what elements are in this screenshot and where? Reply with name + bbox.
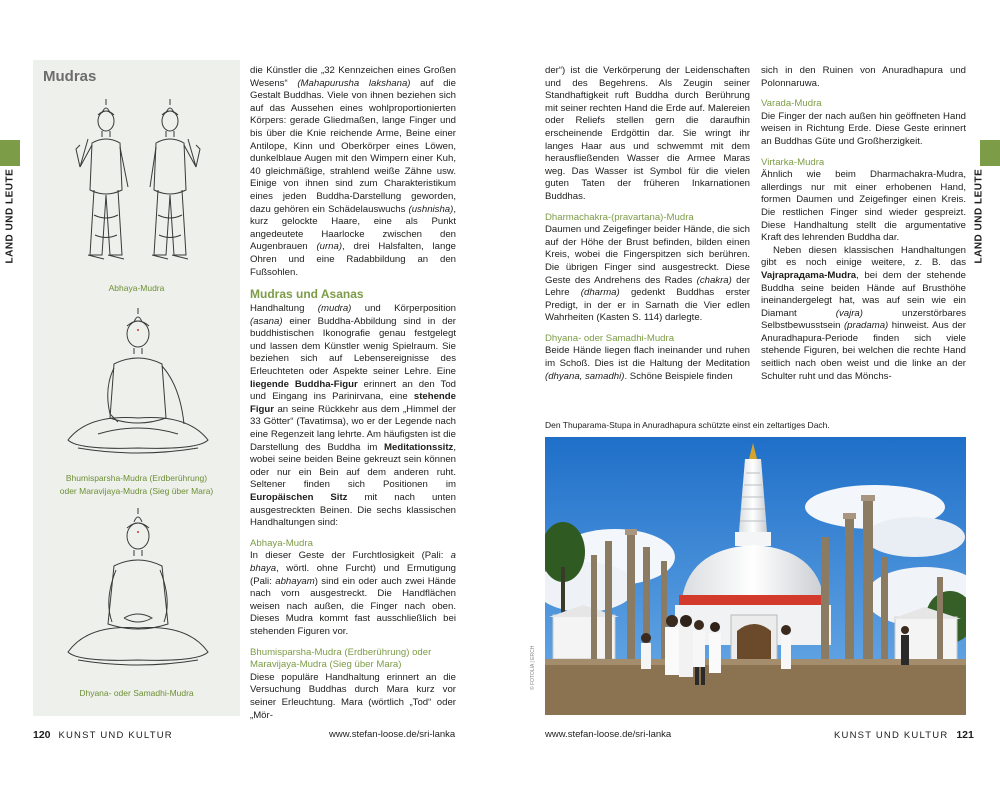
footer-section-left: KUNST UND KULTUR: [58, 730, 173, 741]
abhaya-mudra-illustration: [58, 95, 218, 285]
subheading-abhaya: Abhaya-Mudra: [250, 537, 313, 549]
text-column-3: sich in den Ruinen von Anuradhapura und Polonnaruwa. Varada-Mudra Die Finger der nach außen hin geöffneten Hand weisen in Richtung Erde. Diese Geste erinnert an Buddhas Güte und Großherzigkeit. Virtarka-Mudra Ähnlich wie beim Dharmachakra-Mudra, allerdings nur mit einer erhobenen Hand, formen Daumen und Zeigefinger einen Kreis. Die restlichen Finger sind wieder gespreizt. Diese Handhaltung stellt die argumentative Kraft des lehrenden Buddha dar. Neben diesen klassischen Handhaltungen gibt es noch einige weitere, z. B. das Vajraprадama-Mudra, bei dem der stehende Buddha seine beiden Hände auf Brusthöhe ineinandergelegt hat, was auf sein wie ein Diamant (vajra) unzerstörbares Selbstbewusstsein (pradama) hinweist. Aus der Anuradhapura-Periode finden sich viele stehende Figuren, bei welchen die rechte Hand seitlich nach oben weist und die linke an der Schulter ruht und das Mönchs-: [761, 65, 967, 382]
section-side-label: LAND UND LEUTE: [973, 168, 985, 264]
subheading-dhyana: Dhyana- oder Samadhi-Mudra: [545, 332, 675, 344]
section-tab-marker: [0, 140, 20, 166]
subheading-dharmachakra: Dharmachakra-(pravartana)-Mudra: [545, 211, 694, 223]
photo-credit: © FOTOLIA | ERCH: [530, 645, 536, 690]
footer-right: [834, 729, 974, 741]
section-side-label: LAND UND LEUTE: [4, 168, 16, 264]
footer-section-right: KUNST UND KULTUR: [834, 730, 949, 741]
footer-url-left[interactable]: www.stefan-loose.de/sri-lanka: [329, 729, 456, 740]
bhumisparsha-mudra-illustration: [58, 308, 218, 468]
text-column-2: der“) ist die Verkörperung der Leidenschaften und des Begehrens. Als Zeugin seiner Standhaftigkeit ruft Buddha durch Berührung mit seiner rechten Hand die Erde auf. Malereien oder Reliefs stellen gern die daraufhin erscheinende Erdgöttin dar. Sie wringt ihr langes Haar aus und schwemmt mit dem herausfließenden Wasser die Armee Maras weg. Das Wasser ist Symbol für die vielen guten Taten der früheren Inkarnationen Buddhas. Dharmachakra-(pravartana)-Mudra Daumen und Zeigefinger beider Hände, die sich auf der Höhe der Brust befinden, bilden einen Kreis, wobei die Fingerspitzen sich berühren. Die übrigen Finger sind ausgestreckt. Diese Geste des Andrehens des Rades (chakra) der Lehre (dharma) gedenkt Buddhas erster Predigt, in der er in Sarnath die Vier edlen Wahrheiten (Kasten S. 114) darlegte. Dhyana- oder Samadhi-Mudra Beide Hände liegen flach ineinander und ruhen im Schoß. Dies ist die Haltung der Meditation (dhyana, samadhi). Schöne Beispiele finden: [545, 65, 750, 382]
caption-bhumisparsha-line2: oder Maravijaya-Mudra (Sieg über Mara): [59, 486, 214, 496]
section-tab-marker: [980, 140, 1000, 166]
text-column-1: die Künstler die „32 Kennzeichen eines Großen Wesens“ (Mahapurusha lakshana) auf die Gestalt Buddhas. Viele von ihnen beziehen sich auf das Aussehen eines wohlproportionierten Körpers: gerade Gliedmaßen, lange Finger und bis über die Knie reichende Arme, Beine einer Antilope, Kinn und Oberkörper eines Löwen, dunkelblaue Augen mit den Wimpern einer Kuh, 40 gleichmäßige, strahlend weiße Zähne usw. Einige von ihnen sind zum Charakteristikum eines jeden Buddha-Darstellung geworden, dazu gehören ein Schädelauswuchs (ushnisha), kurz gelockte Haare, eine als Punkt angedeutete Haarlocke zwischen den Augenbrauen (urna), drei Halsfalten, lange Ohren und eine Radabbildung an den Fußsohlen. Mudras und Asanas Handhaltung (mudra) und Körperposition (asana) einer Buddha-Abbildung sind in der buddhistischen Ikonografie genau festgelegt und lassen dem Künstler wenig Spielraum. Sie beziehen sich auf Lebensereignisse des Erleuchteten oder Aspekte seiner Lehre. Eine liegende Buddha-Figur erinnert an den Tod und Eingang ins Parinirvana, eine stehende Figur an seine Rückkehr aus dem „Himmel der 33 Götter“ (Tavatimsa), wo er der Legende nach eine Regenzeit lang lehrte. Am häufigsten ist die Darstellung des Buddha im Meditationssitz, wobei seine beiden Beine gekreuzt sein können oder nur ein Bein auf dem anderen ruht. Seltener finden sich Positionen im Europäischen Sitz mit nach unten ausgestreckten Beinen. Die sechs klassischen Handhaltungen sind: Abhaya-Mudra In dieser Geste der Furchtlosigkeit (Pali: a bhaya, wörtl. ohne Furcht) und Ermutigung (Pali: abhayam) sind ein oder auch zwei Hände nach vorn ausgestreckt. Die Handflächen weisen nach außen, die Finger nach oben. Dieses Mudra kommt fast ausschließlich bei stehenden Figuren vor. Bhumisparsha-Mudra (Erdberührung) oder Maravijaya-Mudra (Sieg über Mara) Diese populäre Handhaltung erinnert an die Versuchung Buddhas durch Mara kurz vor seiner Erleuchtung. Mara (wörtlich „Tod“ oder „Mör-: [250, 65, 457, 721]
thuparama-stupa-photo: [545, 437, 966, 715]
box-title: Mudras: [43, 68, 97, 85]
subheading-bhumisparsha: Bhumisparsha-Mudra (Erdberührung) oder Maravijaya-Mudra (Sieg über Mara): [250, 646, 432, 671]
caption-bhumisparsha-line1: Bhumisparsha-Mudra (Erdberührung): [65, 473, 208, 483]
subheading-varada: Varada-Mudra: [761, 98, 822, 110]
subheading-virtarka: Virtarka-Mudra: [761, 156, 825, 168]
dhyana-mudra-illustration: [58, 508, 218, 678]
right-page: [500, 0, 1000, 800]
page-number-left: 120: [33, 729, 51, 741]
caption-dhyana: Dhyana- oder Samadhi-Mudra: [79, 688, 194, 698]
page-number-right: 121: [956, 729, 974, 741]
photo-caption: Den Thuparama-Stupa in Anuradhapura schützte einst ein zeltartiges Dach.: [545, 420, 830, 430]
mudras-sidebar-box: [33, 60, 240, 716]
caption-abhaya: Abhaya-Mudra: [108, 283, 165, 293]
footer-url-right[interactable]: www.stefan-loose.de/sri-lanka: [545, 729, 672, 740]
heading-mudras-asanas: Mudras und Asanas: [250, 287, 364, 302]
footer-left: [33, 729, 173, 741]
